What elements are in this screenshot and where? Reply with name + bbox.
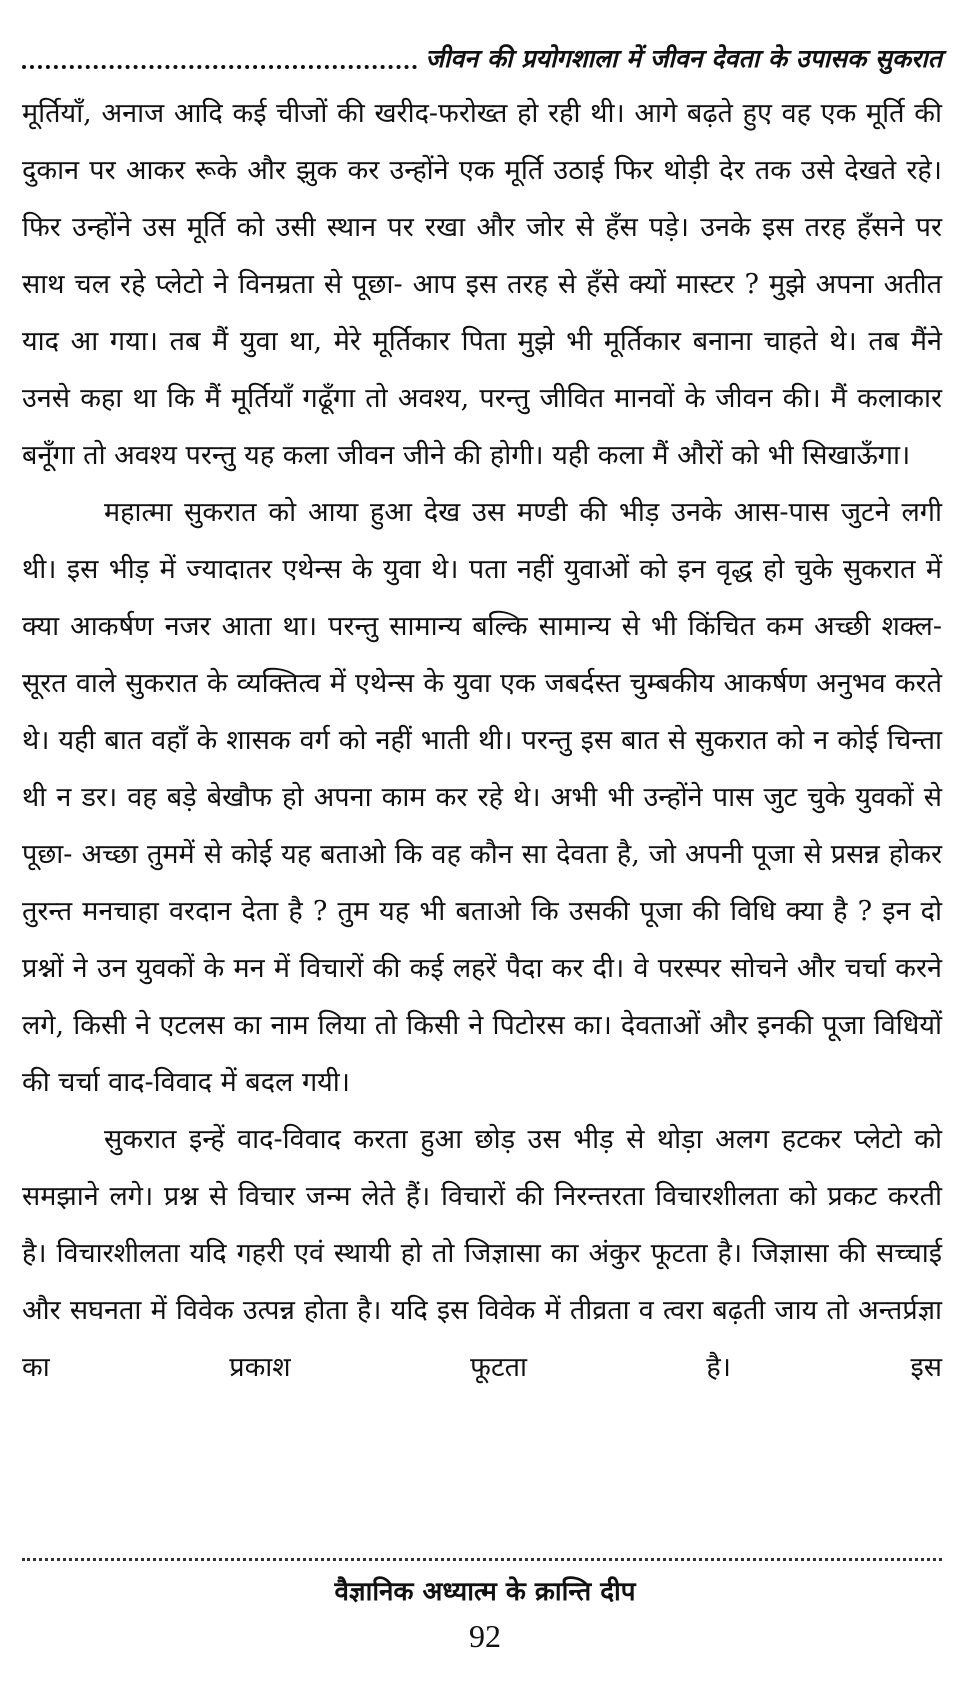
book-title: वैज्ञानिक अध्यात्म के क्रान्ति दीप [334, 1577, 636, 1607]
page-number: 92 [469, 1618, 501, 1654]
footer-dotted-rule [22, 1558, 942, 1561]
paragraph-3: सुकरात इन्हें वाद-विवाद करता हुआ छोड़ उस भीड़ से थोड़ा अलग हटकर प्लेटो को समझाने लगे। प्रश्न से विचार जन्म लेते हैं। विचारों की निरन्तरता विचारशीलता को प्रकट करती है। विचारशीलता यदि गहरी एवं स्थायी हो तो जिज्ञासा का अंकुर फूटता है। जिज्ञासा की सच्चाई और सघनता में विवेक उत्पन्न होता है। यदि इस विवेक में तीव्रता व त्वरा बढ़ती जाय तो अन्तर्प्रज्ञा का प्रकाश फूटता है। इस [22, 1124, 942, 1383]
running-header [22, 38, 942, 78]
paragraph-2: महात्मा सुकरात को आया हुआ देख उस मण्डी की भीड़ उनके आस-पास जुटने लगी थी। इस भीड़ में ज्यादातर एथेन्स के युवा थे। पता नहीं युवाओं को इन वृद्ध हो चुके सुकरात में क्या आकर्षण नजर आता था। परन्तु सामान्य बल्कि सामान्य से भी किंचित कम अच्छी शक्ल-सूरत वाले सुकरात के व्यक्तित्व में एथेन्स के युवा एक जबर्दस्त चुम्बकीय आकर्षण अनुभव करते थे। यही बात वहाँ के शासक वर्ग को नहीं भाती थी। परन्तु इस बात से सुकरात को न कोई चिन्ता थी न डर। वह बड़े बेखौफ हो अपना काम कर रहे थे। अभी भी उन्होंने पास जुट चुके युवकों से पूछा- अच्छा तुममें से कोई यह बताओ कि वह कौन सा देवता है, जो अपनी पूजा से प्रसन्न होकर तुरन्त मनचाहा वरदान देता है ? तुम यह भी बताओ कि उसकी पूजा की विधि क्या है ? इन दो प्रश्नों ने उन युवकों के मन में विचारों की कई लहरें पैदा कर दी। वे परस्पर सोचने और चर्चा करने लगे, किसी ने एटलस का नाम लिया तो किसी ने पिटोरस का। देवताओं और इनकी पूजा विधियों की चर्चा वाद-विवाद में बदल गयी। [22, 497, 942, 1098]
header-dotted-leader [22, 47, 417, 69]
paragraph-1: मूर्तियाँ, अनाज आदि कई चीजों की खरीद-फरोख्त हो रही थी। आगे बढ़ते हुए वह एक मूर्ति की दुकान पर आकर रूके और झुक कर उन्होंने एक मूर्ति उठाई फिर थोड़ी देर तक उसे देखते रहे। फिर उन्होंने उस मूर्ति को उसी स्थान पर रखा और जोर से हँस पड़े। उनके इस तरह हँसने पर साथ चल रहे प्लेटो ने विनम्रता से पूछा- आप इस तरह से हँसे क्यों मास्टर ? मुझे अपना अतीत याद आ गया। तब मैं युवा था, मेरे मूर्तिकार पिता मुझे भी मूर्तिकार बनाना चाहते थे। तब मैंने उनसे कहा था कि मैं मूर्तियाँ गढूँगा तो अवश्य, परन्तु जीवित मानवों के जीवन की। मैं कलाकार बनूँगा तो अवश्य परन्तु यह कला जीवन जीने की होगी। यही कला मैं औरों को भी सिखाऊँगा। [22, 98, 942, 471]
body-text [22, 85, 942, 1396]
chapter-title: जीवन की प्रयोगशाला में जीवन देवता के उपासक सुकरात [425, 44, 942, 73]
